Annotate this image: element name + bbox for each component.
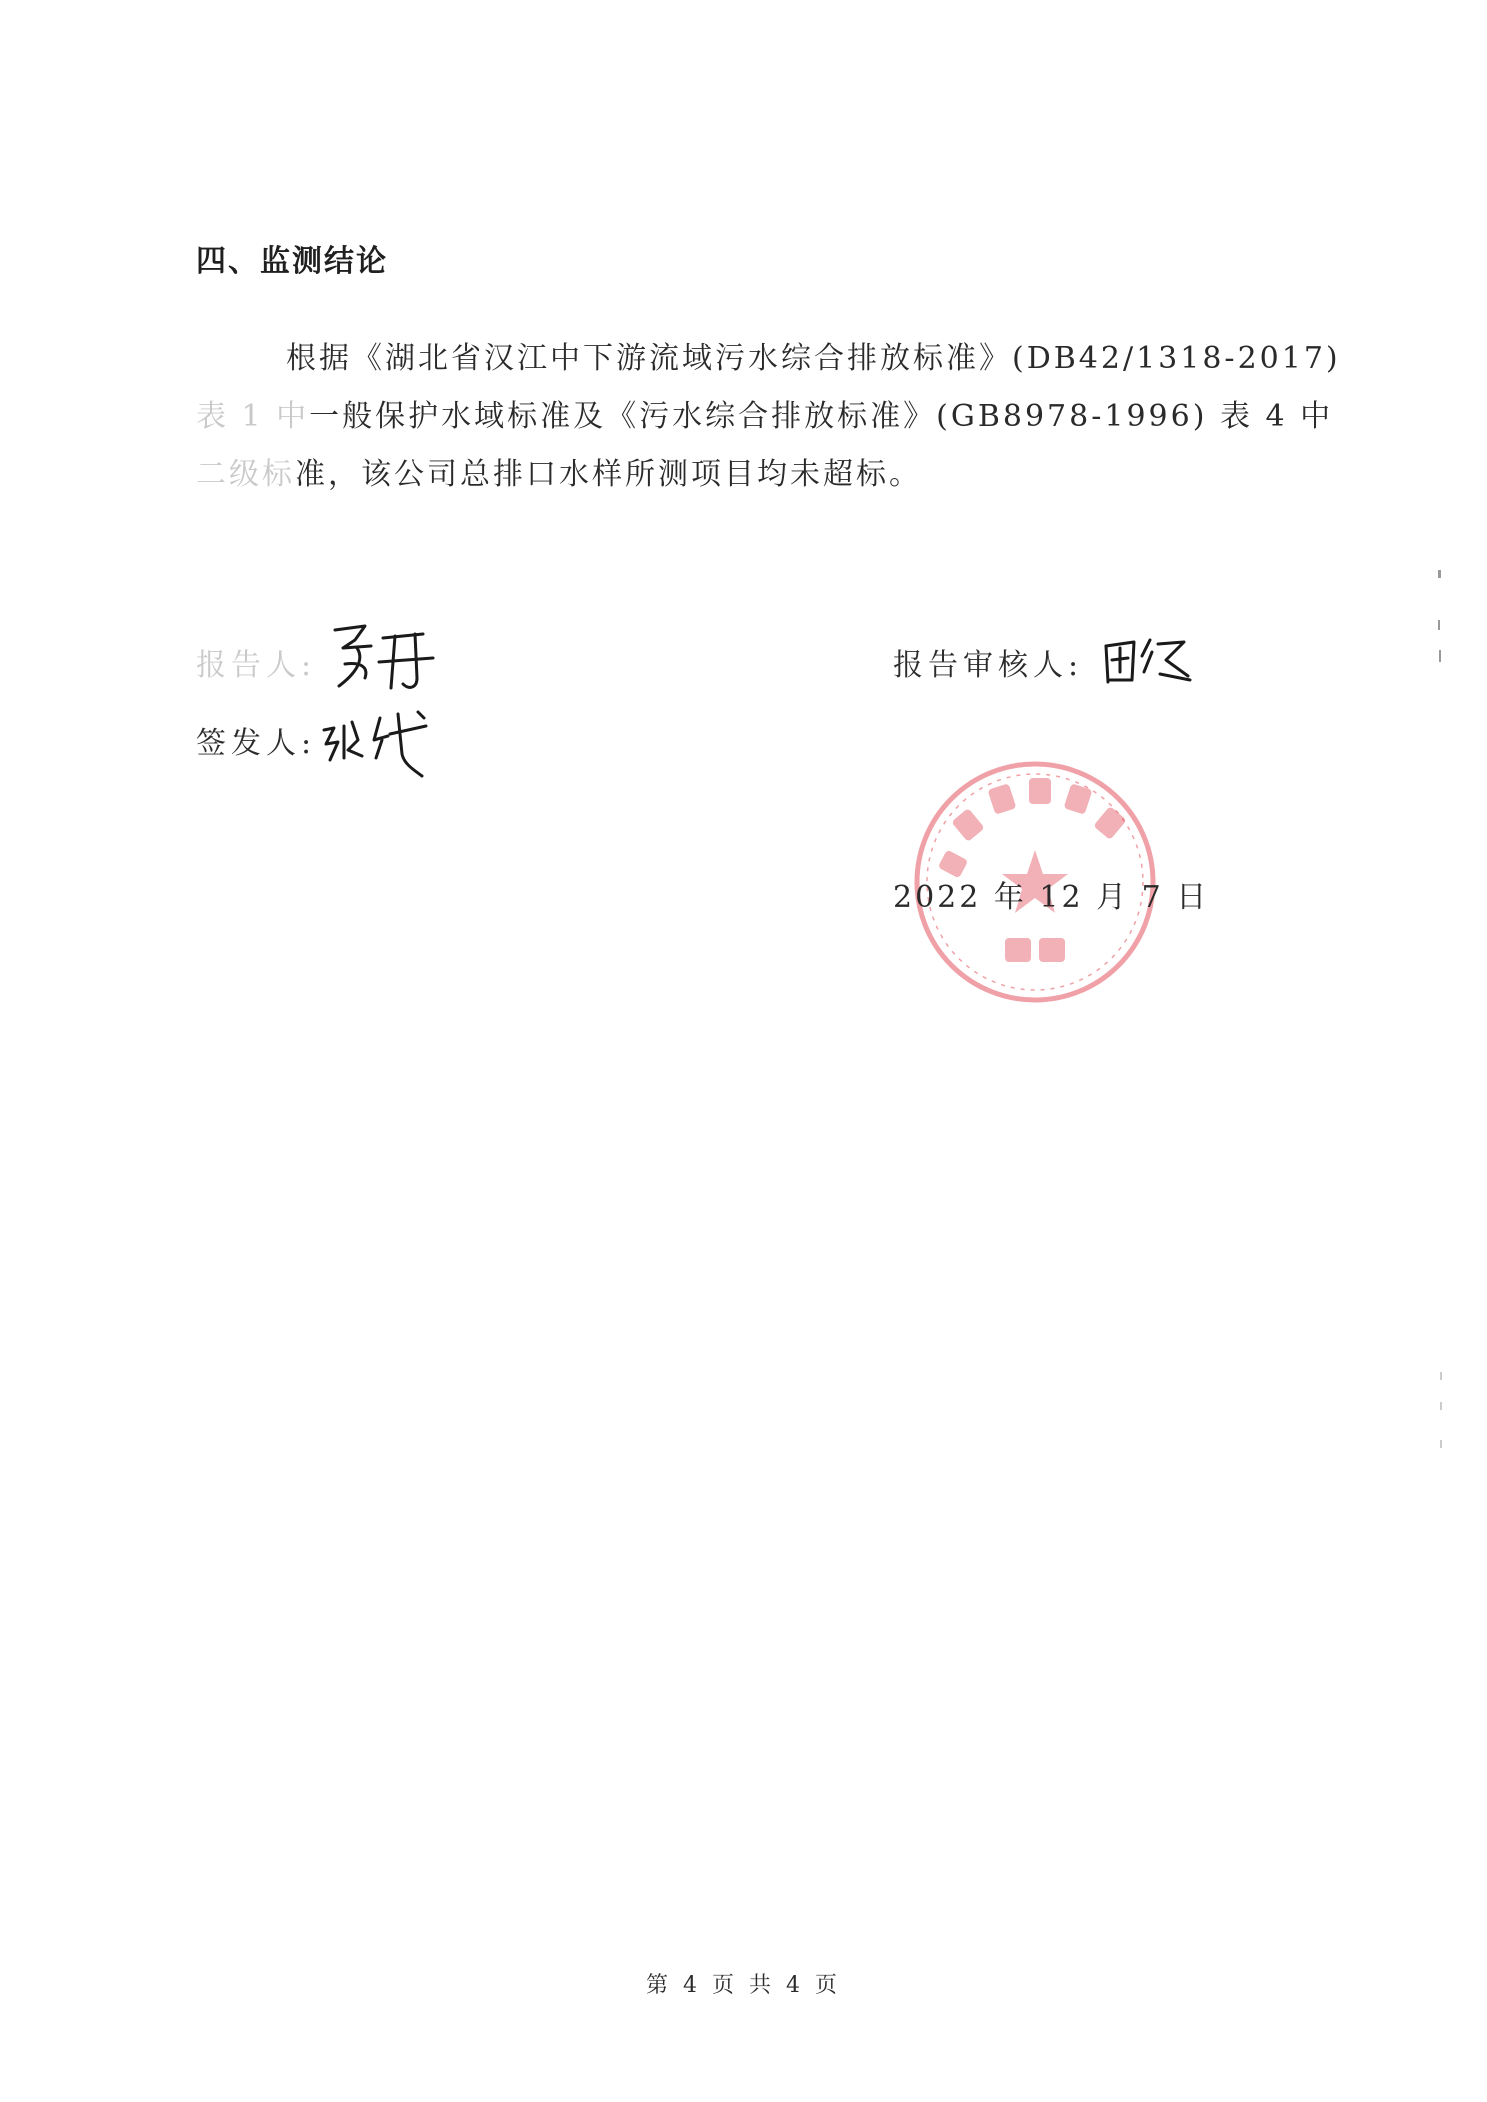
scan-artifact bbox=[1440, 1372, 1442, 1380]
conclusion-line-2-faded: 表 1 中 bbox=[196, 399, 310, 434]
scan-artifact bbox=[1438, 620, 1440, 630]
conclusion-line-3-text: 准，该公司总排口水样所测项目均未超标。 bbox=[295, 457, 922, 492]
scan-artifact bbox=[1440, 1402, 1442, 1410]
section-heading: 四、监测结论 bbox=[196, 244, 388, 279]
issuer-label: 签发人: bbox=[196, 726, 317, 761]
page-footer: 第 4 页 共 4 页 bbox=[646, 1973, 841, 1998]
conclusion-paragraph bbox=[196, 330, 1341, 504]
conclusion-line-2 bbox=[196, 388, 1334, 446]
scan-artifact bbox=[1439, 650, 1441, 662]
reviewer-signature bbox=[1100, 630, 1195, 695]
conclusion-line-1: 根据《湖北省汉江中下游流域污水综合排放标准》(DB42/1318-2017) bbox=[286, 341, 1341, 376]
scan-artifact bbox=[1438, 570, 1441, 578]
reviewer-label: 报告审核人: bbox=[893, 648, 1084, 683]
reporter-signature bbox=[325, 618, 440, 698]
conclusion-line-3-faded: 二级标 bbox=[196, 457, 295, 492]
reporter-label: 报告人: bbox=[196, 648, 317, 683]
scan-artifact bbox=[1440, 1440, 1442, 1448]
conclusion-line-3 bbox=[196, 446, 1316, 504]
report-date: 2022 年 12 月 7 日 bbox=[893, 880, 1210, 915]
issuer-signature bbox=[318, 700, 438, 780]
conclusion-line-2-text: 一般保护水域标准及《污水综合排放标准》(GB8978-1996) 表 4 中 bbox=[309, 399, 1334, 434]
